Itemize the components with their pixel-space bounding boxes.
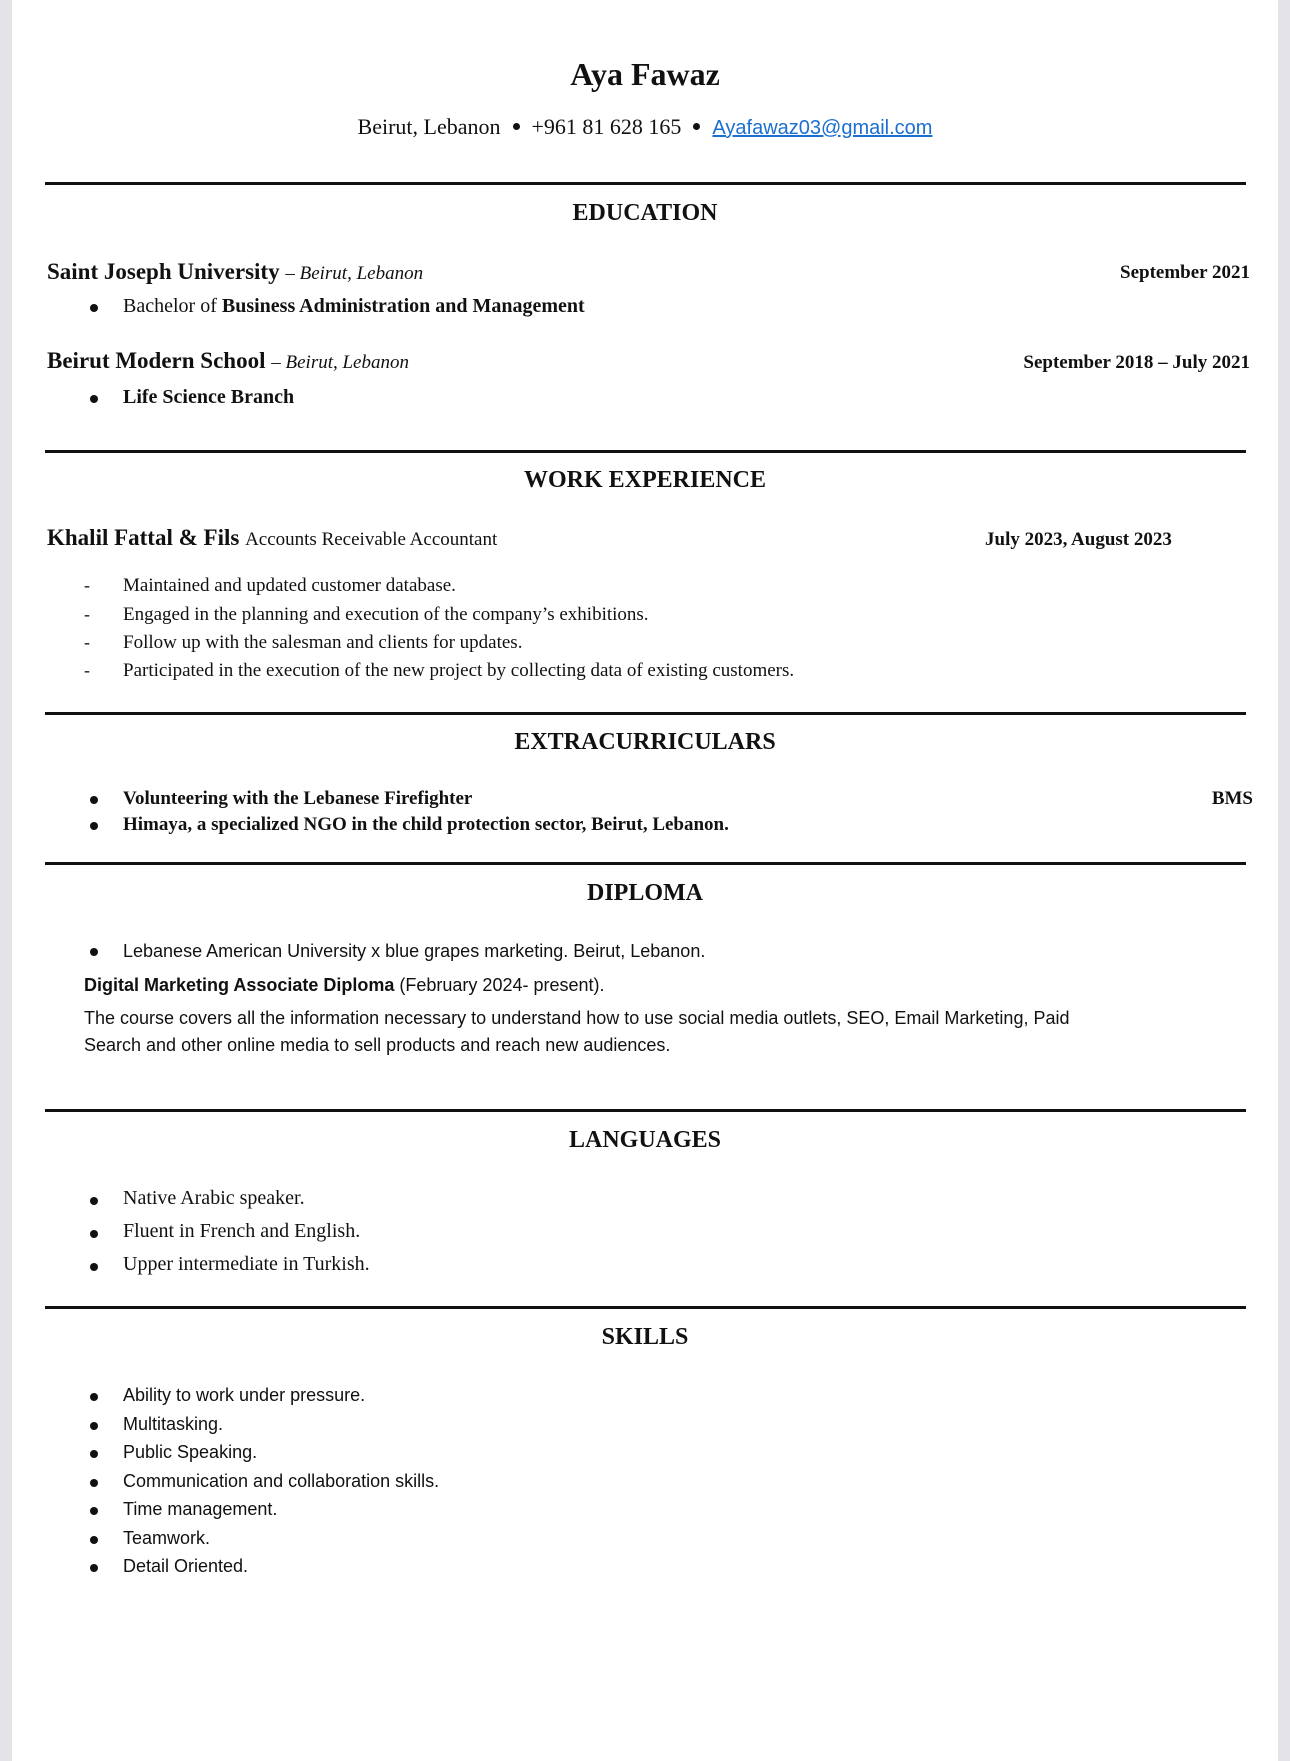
work-bullet: Engaged in the planning and execution of the company’s exhibitions.: [123, 604, 649, 625]
bullet-icon: [90, 1230, 98, 1238]
job-role: Accounts Receivable Accountant: [245, 529, 498, 550]
school-location: – Beirut, Lebanon: [285, 263, 424, 284]
candidate-name: Aya Fawaz: [570, 56, 720, 92]
section-title-extracurriculars: EXTRACURRICULARS: [514, 729, 776, 755]
bullet-icon: [90, 948, 98, 956]
divider: [45, 1109, 1246, 1112]
bullet-icon: [90, 1197, 98, 1205]
diploma-name: Digital Marketing Associate Diploma: [84, 975, 395, 995]
work-bullet: Follow up with the salesman and clients for updates.: [123, 632, 523, 653]
diploma-description: Search and other online media to sell products and reach new audiences.: [84, 1035, 671, 1055]
extracurricular-note: BMS: [1211, 788, 1253, 809]
skill-item: Time management.: [123, 1499, 278, 1519]
section-title-education: EDUCATION: [572, 200, 718, 226]
divider: [45, 1306, 1246, 1309]
resume-page: [12, 0, 1278, 1761]
education-date: September 2021: [1120, 262, 1250, 283]
skill-item: Teamwork.: [123, 1528, 211, 1548]
language-item: Fluent in French and English.: [123, 1220, 361, 1242]
degree-prefix: Bachelor of: [123, 295, 222, 317]
bullet-icon: [90, 1422, 98, 1430]
divider: [45, 182, 1246, 185]
divider: [45, 862, 1246, 865]
bullet-icon: [90, 1263, 98, 1271]
bullet-icon: [90, 395, 98, 403]
bullet-icon: [90, 1479, 98, 1487]
bullet-icon: [90, 822, 98, 830]
section-title-work: WORK EXPERIENCE: [523, 467, 767, 493]
bullet-icon: [90, 1564, 98, 1572]
section-title-diploma: DIPLOMA: [587, 880, 703, 906]
dash-marker: -: [84, 632, 90, 652]
diploma-name-line: [84, 975, 605, 996]
bullet-icon: [90, 304, 98, 312]
branch-line: Life Science Branch: [123, 386, 295, 408]
email-link[interactable]: Ayafawaz03@gmail.com: [712, 117, 933, 139]
dash-marker: -: [84, 575, 90, 595]
extracurricular-item: Himaya, a specialized NGO in the child protection sector, Beirut, Lebanon.: [123, 814, 729, 835]
section-title-languages: LANGUAGES: [568, 1127, 722, 1153]
education-date: September 2018 – July 2021: [1023, 352, 1250, 373]
language-item: Upper intermediate in Turkish.: [123, 1253, 370, 1275]
skill-item: Communication and collaboration skills.: [123, 1471, 440, 1491]
diploma-period: (February 2024- present).: [394, 975, 605, 995]
education-entry-school: [47, 348, 409, 374]
education-entry-school: [47, 259, 423, 285]
skill-item: Detail Oriented.: [123, 1556, 249, 1576]
location: Beirut, Lebanon: [357, 114, 501, 139]
dash-marker: -: [84, 604, 90, 624]
skill-item: Multitasking.: [123, 1414, 224, 1434]
degree-line: [123, 295, 585, 318]
degree-major: Business Administration and Management: [221, 295, 585, 317]
diploma-institution: Lebanese American University x blue grapes marketing. Beirut, Lebanon.: [123, 941, 706, 961]
work-bullet: Maintained and updated customer database.: [123, 575, 456, 596]
school-name: Beirut Modern School: [47, 348, 266, 373]
bullet-icon: [90, 1507, 98, 1515]
divider: [45, 450, 1246, 453]
bullet-icon: [90, 1393, 98, 1401]
contact-line: [12, 114, 1278, 140]
bullet-icon: [90, 796, 98, 804]
section-title-skills: SKILLS: [601, 1324, 689, 1350]
skill-item: Public Speaking.: [123, 1442, 258, 1462]
work-bullet: Participated in the execution of the new project by collecting data of existing customers.: [123, 660, 795, 681]
phone: +961 81 628 165: [531, 114, 682, 139]
school-name: Saint Joseph University: [47, 259, 280, 284]
work-entry-header: [47, 525, 497, 551]
separator-dot: [693, 123, 700, 130]
dash-marker: -: [84, 660, 90, 680]
skill-item: Ability to work under pressure.: [123, 1385, 366, 1405]
extracurricular-item: Volunteering with the Lebanese Firefighter: [123, 788, 473, 809]
bullet-icon: [90, 1450, 98, 1458]
bullet-icon: [90, 1536, 98, 1544]
divider: [45, 712, 1246, 715]
diploma-description: The course covers all the information necessary to understand how to use social media outlets, SEO, Email Marketing, Paid: [84, 1008, 1070, 1028]
company-name: Khalil Fattal & Fils: [47, 525, 240, 550]
separator-dot: [513, 123, 520, 130]
language-item: Native Arabic speaker.: [123, 1187, 305, 1209]
school-location: – Beirut, Lebanon: [271, 352, 409, 373]
work-date: July 2023, August 2023: [985, 529, 1172, 550]
